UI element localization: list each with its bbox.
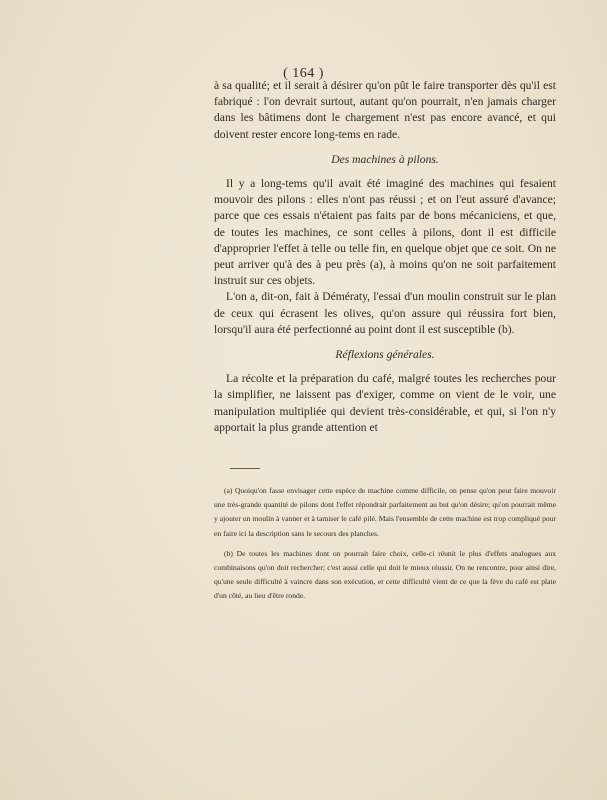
paragraph-pilons: Il y a long-tems qu'il avait été imaginé des machines qui fesaient mouvoir des pilons : elles n'ont pas réussi ; et on l'eut assuré d'avance; parce que ces essais n'étaient pas faits par de bons mécaniciens, et que, de toutes les machines, ce sont celles à pilons, dont il est difficile d'approprier l'effet à telle ou telle fin, en quelque objet que ce soit. On ne peut arriver qu'à des à peu près (a), à moins qu'on ne soit parfaitement instruit sur ces objets. — [214, 177, 556, 288]
paragraph-continuation: à sa qualité; et il serait à désirer qu'on pût le faire transporter dès qu'il est fabriqué : l'on devrait surtout, autant qu'on pourrait, n'en jamais charger dans les bâtimens dont le chargement n'est pas encore avancé, et qui doivent rester encore long-tems en rade. — [214, 79, 556, 141]
paragraph-moulin: L'on a, dit-on, fait à Démératy, l'essai d'un moulin construit sur le plan de ceux qui écrasent les olives, qu'on assure qui réussira fort bien, lorsqu'il aura été perfectionné au point dont il est susceptible (b). — [214, 290, 556, 336]
main-text — [214, 78, 556, 436]
footnotes — [214, 484, 556, 604]
footnote-b: (b) De toutes les machines dont on pourrait faire choix, celle-ci réunit le plus d'effets analogues aux combinaisons qu'on doit rechercher; c'est aussi celle qui doit le mieux réussir. On ne rencontre, pour ainsi dire, qu'une seule difficulté à vaincre dans son exécution, et cette difficulté vient de ce que la fève du café est plate d'un côté, au lieu d'être ronde. — [214, 548, 556, 601]
section-heading-reflexions: Réflexions générales. — [335, 348, 435, 362]
page-number: ( 164 ) — [283, 66, 324, 81]
footnote-rule — [230, 468, 260, 469]
footnote-a: (a) Quoiqu'on fasse envisager cette espèce de machine comme difficile, on pense qu'on peut faire mouvoir une très-grande quantité de pilons dont l'effet répondrait parfaitement au but qu'on désire; qu'on pourrait même y ajouter un moulin à vanner et à tamiser le café pilé. Mais l'ensemble de cette machine est trop compliqué pour en faire ici la description sans le secours des planches. — [214, 486, 556, 538]
section-heading-machines: Des machines à pilons. — [331, 152, 439, 166]
paragraph-recolte: La récolte et la préparation du café, malgré toutes les recherches pour la simplifier, ne laissent pas d'exiger, comme on vient de le voir, une manipulation multipliée qui devient très-considérable, et qui, si l'on n'y apportait la plus grande attention et — [214, 372, 556, 434]
